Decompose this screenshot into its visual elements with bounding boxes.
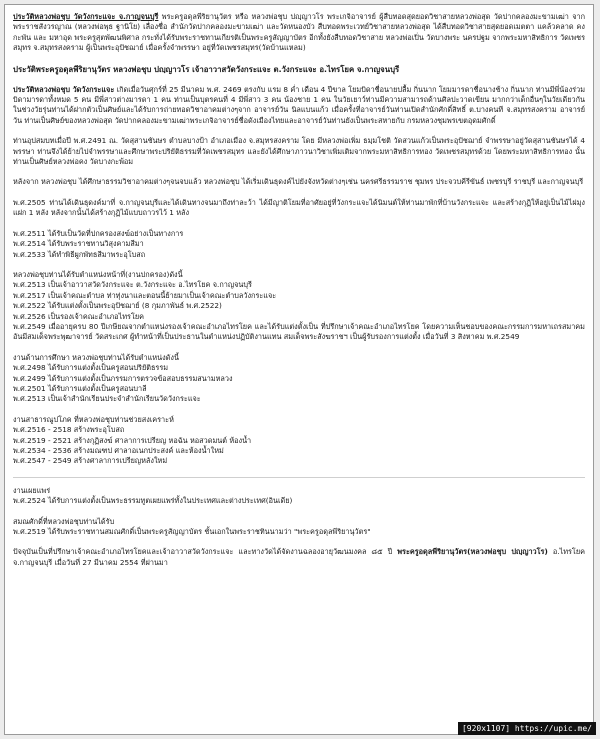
list-item: พ.ศ.2513 เป็นเจ้าอาวาสวัดวังกระแจะ ต.วังกระแจะ อ.ไทรโยค จ.กาญจนบุรี (13, 280, 252, 290)
list-item: พ.ศ.2499 ได้รับการแต่งตั้งเป็นกรรมการตรวจข้อสอบธรรมสนามหลวง (13, 373, 233, 383)
closing-highlight: พระครูอดุลพีริยานุวัตร(หลวงพ่อชุบ ปญฺญาวโร) (397, 547, 548, 557)
intro-text: พระครูอดุลพีริยานุวัตร หรือ หลวงพ่อชุบ ปญฺญาวโร พระเกจิอาจารย์ ผู้สืบทอดสุดยอดวิชาสายหลวงพ่อสุด วัดปากคลองมะขามเฒ่า จากพระราชสังวรญาณ (หลวงพ่อพุธ ฐานิโย) เลื่องชื่อ สำนักวัดปากคลองมะขามเฒ่า และวัดหนองบัว สืบทอดพระเวทย์วิชาสายหลวงพ่อสุด ได้สืบทอดวิชาสายสุดยอดเมตตา แคล้วคลาด คงกะพัน และ มหาอุด พระครูสุตพัฒนพิศาล กระทั่งได้รับพระราชทานเกียรติเป็นพระครูสัญญาบัตร อีกทั้งยังสืบทอดวิชาสาย หลวงพ่อเปิ่น วัดบางพระ นครปฐม จากพระมหาสิทธิการ วัดเพชรสมุทร จ.สมุทรสงคราม ผู้เป็นพระอุปัชฌาย์ เมื่อครั้งจำพรรษา อยู่ที่วัดเพชรสมุทร(วัดบ้านแหลม) (13, 12, 585, 53)
birth-text: เกิดเมื่อวันศุกร์ที่ 25 มีนาคม พ.ศ. 2469 ตรงกับ แรม 8 ค่ำ เดือน 4 ปีขาล โยมบิดาชื่อนายปลื้ม กิ่นนาก โยมมารดาชื่อนางช้าง กิ่นนาก ท่านมีพี่น้องร่วมบิดามารดาทั้งหมด 5 คน มีพี่สาวต่างมารดา 1 คน ท่านเป็นบุตรคนที่ 4 มีพี่สาว 3 คน น้องชาย 1 คน ในวัยเยาว์ท่านมีความสามารถด้านศิลปะวาดเขียน มากกว่าเด็กอื่นๆในวัยเดียวกัน ในช่วงวัยรุ่นท่านได้ฝากตัวเป็นศิษย์และได้รับการถ่ายทอดวิชาอาคมต่างๆจาก อาจารย์วัน นิลแบนแก้ว เมื่อครั้งที่อาจารย์วันท่านเปิดสำนักศักดิ์สิทธิ์ ต.บางคนที จ.สมุทรสงคราม อาจารย์วัน ท่านเป็นศิษย์ของหลวงพ่อสุด วัดปากคลองมะขามเฒ่าพระเกจิอาจารย์ชื่อดังเมืองไทยและอาจารย์วันท่านยังเป็นพระสหายกับ กรมหลวงชุมพรเขตอุดมศักดิ์ (13, 84, 586, 125)
public-works-title: งานสาธารณูปโภค ที่หลวงพ่อชุบท่านช่วยสงเคราะห์ (13, 414, 174, 424)
ordination-paragraph: ท่านอุปสมบทเมื่อปี พ.ศ.2491 ณ. วัดสุสานชันษร ตำบลบางป้า อำเภอเมือง จ.สมุทรสงคราม โดย มีหลวงพ่อเพิ่ม ธมฺมโชติ วัดสวนแก้วเป็นพระอุปัชฌาย์ จำพรรษาอยู่วัดสุสานชันษรได้ 4 พรรษา ท่านจึงได้ย้ายไปจำพรรษาและศึกษาพระปริยัติธรรมที่วัดเพชรสมุทร และยังได้ศึกษาภาวนาวิชาเพิ่มเติมจากพระมหาสิทธิการทอง วัดเพชรสมุทรด้วย โดยพระมหาสิทธิการทอง นั้นท่านเป็นศิษย์หลวงพ่อคง วัดบางกะพ้อม (13, 136, 585, 167)
intro-paragraph (13, 12, 585, 54)
list-item: พ.ศ.2511 ได้รับเป็นวัดที่ปกครองสงฆ์อย่างเป็นทางการ (13, 228, 184, 238)
positions-title: หลวงพ่อชุบท่านได้รับตำแหน่งหน้าที่(งานปกครอง)ดังนี้ (13, 269, 183, 279)
list-item: พ.ศ.2534 - 2536 สร้างมณฑป ศาลาอเนกประสงค์ และห้องน้ำใหม่ (13, 446, 224, 455)
list-item: พ.ศ.2517 เป็นเจ้าคณะตำบล ท่าทุ่งนาและตอนนี้ย้ายมาเป็นเจ้าคณะตำบลวังกระแจะ (13, 290, 277, 300)
section-divider (13, 477, 585, 478)
rank-section (13, 517, 585, 538)
public-works-section (13, 415, 585, 467)
education-section (13, 353, 585, 405)
list-item: พ.ศ.2514 ได้รับพระราชทานวิสุงคามสีมา (13, 239, 144, 249)
birth-heading: ประวัติหลวงพ่อชุบ วัดวังกระแจะ (13, 84, 115, 94)
list-item: พ.ศ.2533 ได้ทำพิธีผูกพัทธสีมาพระอุโบสถ (13, 249, 146, 259)
birth-paragraph (13, 85, 585, 127)
image-host-watermark: [920x1107] https://upic.me/ (458, 722, 596, 735)
list-item: พ.ศ.2513 เป็นเจ้าสำนักเรียนประจำสำนักเรียนวัดวังกระแจะ (13, 394, 201, 404)
list-item: พ.ศ.2547 - 2549 สร้างศาลาการเปรียญหลังใหม่ (13, 456, 168, 466)
closing-text: ปัจจุบันเป็นที่ปรึกษาเจ้าคณะอำเภอไทรโยคและเจ้าอาวาสวัดวังกระแจะ และทางวัดได้จัดงานฉลองอายุวัฒนมงคล ๘๕ ปี (13, 547, 398, 557)
list-item: พ.ศ.2549 เมื่ออายุครบ 80 ปีเกษียณจากตำแหน่งรองเจ้าคณะอำเภอไทรโยค และได้รับแต่งตั้งเป็น ที่ปรึกษาเจ้าคณะอำเภอไทรโยค โดยความเห็นชอบของคณะกรรมการมหาเถรสมาคม อันมีสมเด็จพระพุฒาจารย์ วัดสระเกศ ผู้ทำหน้าที่เป็นประธานในตำแหน่งปฏิบัติงานแทน สมเด็จพระสังฆราชฯ เป็นผู้รับรองการแต่งตั้ง เมื่อวันที่ 3 สิงหาคม พ.ศ.2549 (13, 321, 585, 342)
list-item: พ.ศ.2522 ได้รับแต่งตั้งเป็นพระอุปัชฌาย์ (8 กุมภาพันธ์ พ.ศ.2522) (13, 301, 222, 311)
closing-paragraph (13, 547, 585, 568)
article-page (4, 4, 594, 735)
list-item: พ.ศ.2516 - 2518 สร้างพระอุโบสถ (13, 425, 125, 435)
list-item: พ.ศ.2498 ได้รับการแต่งตั้งเป็นครูสอนปริยัติธรรม (13, 363, 169, 373)
list-item: พ.ศ.2524 ได้รับการแต่งตั้งเป็นพระธรรมทูตเผยแพร่ทั้งในประเทศและต่างประเทศ(อินเดีย) (13, 496, 293, 506)
list-item: พ.ศ.2501 ได้รับการแต่งตั้งเป็นครูสอนบาลี (13, 383, 147, 393)
rank-title: สมณศักดิ์ที่หลวงพ่อชุบท่านได้รับ (13, 516, 115, 526)
education-title: งานด้านการศึกษา หลวงพ่อชุบท่านได้รับตำแหน่งดังนี้ (13, 352, 179, 362)
pilgrimage-paragraph: หลังจาก หลวงพ่อชุบ ได้ศึกษาธรรมวิชาอาคมต่างๆจนจบแล้ว หลวงพ่อชุบ ได้เริ่มเดินธุดงค์ไปยังจังหวัดต่างๆเช่น นครศรีธรรมราช ชุมพร ประจวบคีรีขันธ์ เพชรบุรี ราชบุรี และกาญจนบุรี (13, 177, 584, 187)
list-item: พ.ศ.2519 ได้รับพระราชทานสมณศักดิ์เป็นพระครูสัญญาบัตร ชั้นเอกในพระราชทินนามว่า "พระครูอดุลพีริยานุวัตร" (13, 527, 371, 537)
closing-tail: อ.ไทรโยค จ.กาญจนบุรี เมื่อวันที่ 27 มีนาคม 2554 ที่ผ่านมา (13, 547, 586, 567)
list-item: พ.ศ.2519 - 2521 สร้างกุฏิสงฆ์ ศาลาการเปรียญ หอฉัน หอสวดมนต์ ห้องน้ำ (13, 435, 252, 445)
arrival-paragraph: พ.ศ.2505 ท่านได้เดินธุดงค์มาที่ จ.กาญจนบุรีและได้เดินทางจนมาถึงท่าละว้า ได้มีญาติโยมที่อาศัยอยู่ที่วังกระแจะได้นิมนต์ให้ท่านมาพักที่บ้านวังกระแจะ และสร้างกุฏิให้อยู่เป็นไม้ไผ่มุงแฝก 1 หลัง หลังจากนั้นได้สร้างกุฏิไม้แบบถาวรไว้ 1 หลัง (13, 197, 585, 218)
intro-heading: ประวัติหลวงพ่อชุบ วัดวังกระแจะ จ.กาญจนบุรี (13, 12, 159, 21)
positions-section (13, 270, 585, 343)
biography-title: ประวัติพระครูอดุลพีริยานุวัตร หลวงพ่อชุบ ปญฺญาวโร เจ้าอาวาสวัดวังกระแจะ ต.วังกระแจะ อ.ไทรโยค จ.กาญจนบุรี (13, 64, 400, 74)
timeline-list (13, 229, 585, 260)
outreach-title: งานเผยแพร่ (13, 485, 51, 495)
list-item: พ.ศ.2526 เป็นรองเจ้าคณะอำเภอไทรโยค (13, 311, 145, 321)
outreach-section (13, 486, 585, 507)
